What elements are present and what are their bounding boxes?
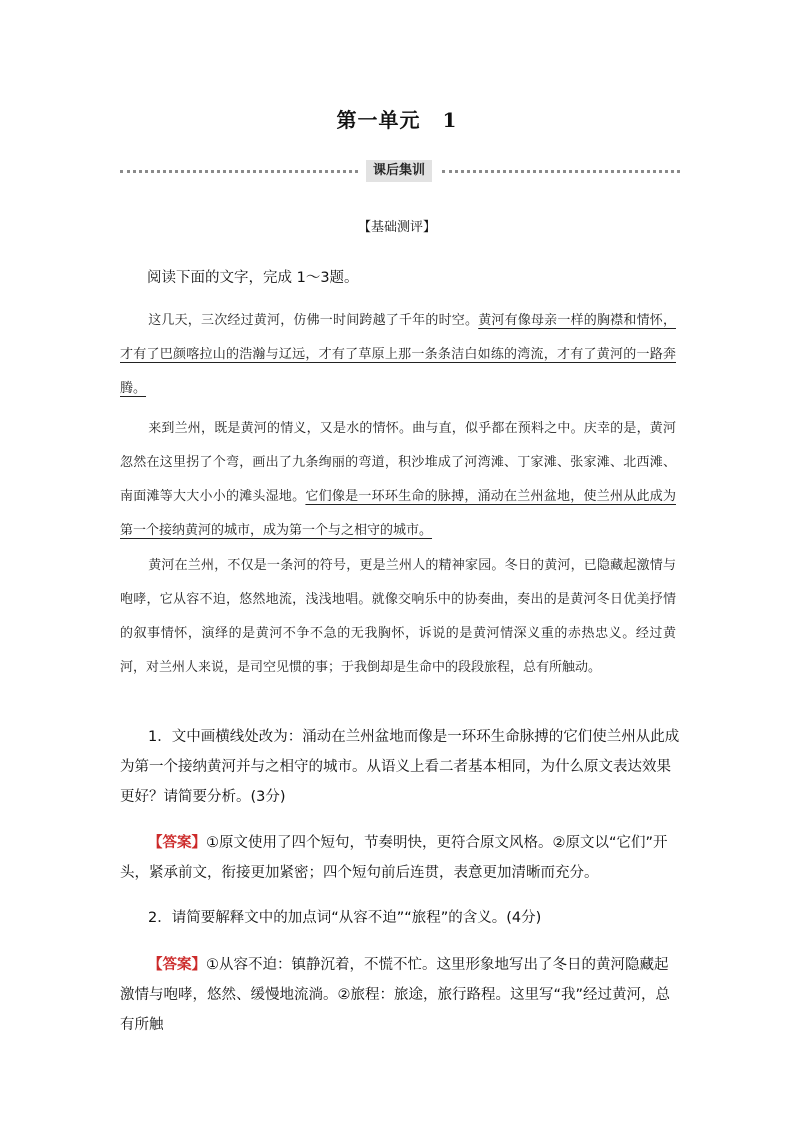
answer-2-tag: 【答案】 — [148, 957, 206, 973]
answer-1-tag: 【答案】 — [148, 835, 206, 851]
page-title — [0, 104, 794, 133]
homework-badge: 课后集训 — [366, 160, 432, 182]
question-1 — [120, 722, 680, 812]
dotted-line-right — [442, 170, 680, 173]
paragraph-1-underlined: 黄河有像母亲一样的胸襟和情怀，才有了巴颜喀拉山的浩瀚与辽远，才有了草原上那一条条洁白如练的湾流，才有了黄河的一路奔腾。 — [120, 313, 676, 396]
section-label: 【基础测评】 — [357, 220, 436, 235]
question-2-text: 2．请简要解释文中的加点词“从容不迫”“旅程”的含义。(4分) — [148, 910, 542, 926]
paragraph-1-text: 这几天，三次经过黄河，仿佛一时间跨越了千年的时空。 — [148, 313, 479, 328]
dotted-line-left — [120, 170, 358, 173]
answer-2 — [120, 950, 680, 1040]
passage-paragraph-1 — [120, 304, 676, 406]
passage-paragraph-2 — [120, 412, 676, 548]
answer-2-text: ①从容不迫：镇静沉着，不慌不忙。这里形象地写出了冬日的黄河隐藏起激情与咆哮，悠然、缓慢地流淌。②旅程：旅途，旅行路程。这里写“我”经过黄河，总有所触 — [120, 957, 671, 1033]
answer-1-text: ①原文使用了四个短句，节奏明快，更符合原文风格。②原文以“它们”开头，紧承前文，衔接更加紧密；四个短句前后连贯，表意更加清晰而充分。 — [120, 835, 668, 881]
unit-number: 1 — [442, 108, 458, 132]
section-divider — [120, 158, 680, 184]
paragraph-3-text: 黄河在兰州，不仅是一条河的符号，更是兰州人的精神家园。冬日的黄河，已隐藏起激情与咆哮，它从容不迫，悠然地流，浅浅地唱。就像交响乐中的协奏曲，奏出的是黄河冬日优美抒情的叙事情怀，演绎的是黄河不争不急的无我胸怀，诉说的是黄河情深义重的赤热忠义。经过黄河，对兰州人来说，是司空见惯的事；于我倒却是生命中的段段旅程，总有所触动。 — [120, 558, 676, 675]
reading-instruction: 阅读下面的文字，完成 1～3题。 — [147, 270, 359, 286]
paragraph-2-underlined: 它们像是一环环生命的脉搏，涌动在兰州盆地，使兰州从此成为第一个接纳黄河的城市，成为第一个与之相守的城市。 — [120, 489, 676, 538]
paragraph-2-text: 来到兰州，既是黄河的情义，又是水的情怀。曲与直，似乎都在预料之中。庆幸的是，黄河忽然在这里拐了个弯，画出了九条绚丽的弯道，积沙堆成了河湾滩、丁家滩、张家滩、北西滩、南面滩等大大小小的滩头湿地。 — [120, 421, 676, 504]
unit-title: 第一单元 — [336, 108, 421, 132]
answer-1 — [120, 828, 680, 888]
question-2 — [120, 903, 680, 933]
question-1-text: 1．文中画横线处改为：涌动在兰州盆地而像是一环环生命脉搏的它们使兰州从此成为第一个接纳黄河并与之相守的城市。从语义上看二者基本相同，为什么原文表达效果更好？请简要分析。(3分) — [120, 729, 680, 805]
passage-paragraph-3 — [120, 549, 676, 685]
